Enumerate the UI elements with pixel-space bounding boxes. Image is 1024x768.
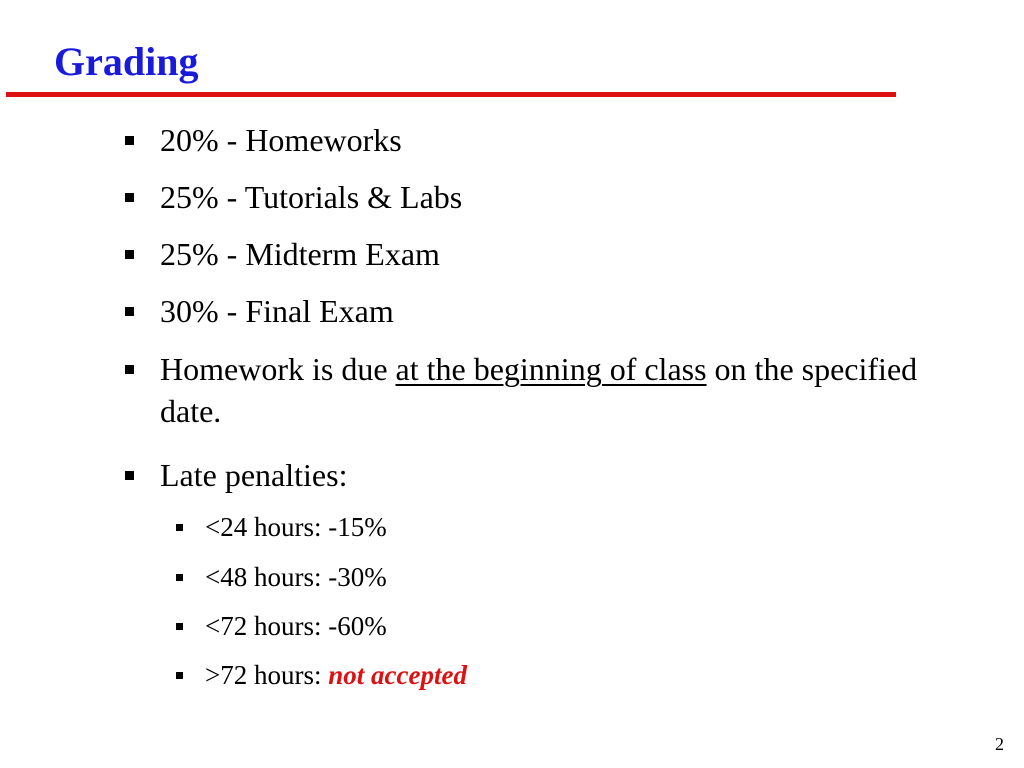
sub-bullet-72-hours xyxy=(205,608,905,644)
homework-due-prefix: Homework is due xyxy=(160,351,396,387)
square-bullet-icon xyxy=(125,136,134,145)
square-bullet-icon xyxy=(125,471,134,480)
square-bullet-icon xyxy=(125,250,134,259)
sub-bullet-prefix: >72 hours: xyxy=(205,660,329,690)
slide-title: Grading xyxy=(54,39,199,84)
bullet-item-late-penalties xyxy=(160,454,960,496)
square-bullet-icon xyxy=(176,623,183,630)
sub-bullet-over-72-hours xyxy=(205,657,905,693)
bullet-item-homeworks xyxy=(160,119,960,161)
square-bullet-icon xyxy=(176,524,183,531)
bullet-item-final-exam xyxy=(160,290,960,332)
homework-due-emphasis: at the beginning of class xyxy=(395,351,707,387)
bullet-item-homework-due xyxy=(160,348,960,432)
page-number: 2 xyxy=(995,734,1004,754)
square-bullet-icon xyxy=(176,672,183,679)
square-bullet-icon xyxy=(125,193,134,202)
late-penalties-heading: Late penalties: xyxy=(160,457,348,493)
bullet-text: 25% - Tutorials & Labs xyxy=(160,179,463,215)
bullet-item-midterm-exam xyxy=(160,233,960,275)
bullet-text: 20% - Homeworks xyxy=(160,122,402,158)
sub-bullet-text: <24 hours: -15% xyxy=(205,512,387,542)
sub-bullet-text: <48 hours: -30% xyxy=(205,562,387,592)
square-bullet-icon xyxy=(125,307,134,316)
bullet-item-tutorials-labs xyxy=(160,176,960,218)
bullet-text: 30% - Final Exam xyxy=(160,293,394,329)
sub-bullet-48-hours xyxy=(205,559,905,595)
sub-bullet-text: <72 hours: -60% xyxy=(205,611,387,641)
square-bullet-icon xyxy=(176,574,183,581)
square-bullet-icon xyxy=(125,365,134,374)
bullet-text: 25% - Midterm Exam xyxy=(160,236,440,272)
not-accepted-emphasis: not accepted xyxy=(328,660,467,690)
homework-due-suffix: on the specified date. xyxy=(160,351,918,429)
sub-bullet-24-hours xyxy=(205,509,905,545)
